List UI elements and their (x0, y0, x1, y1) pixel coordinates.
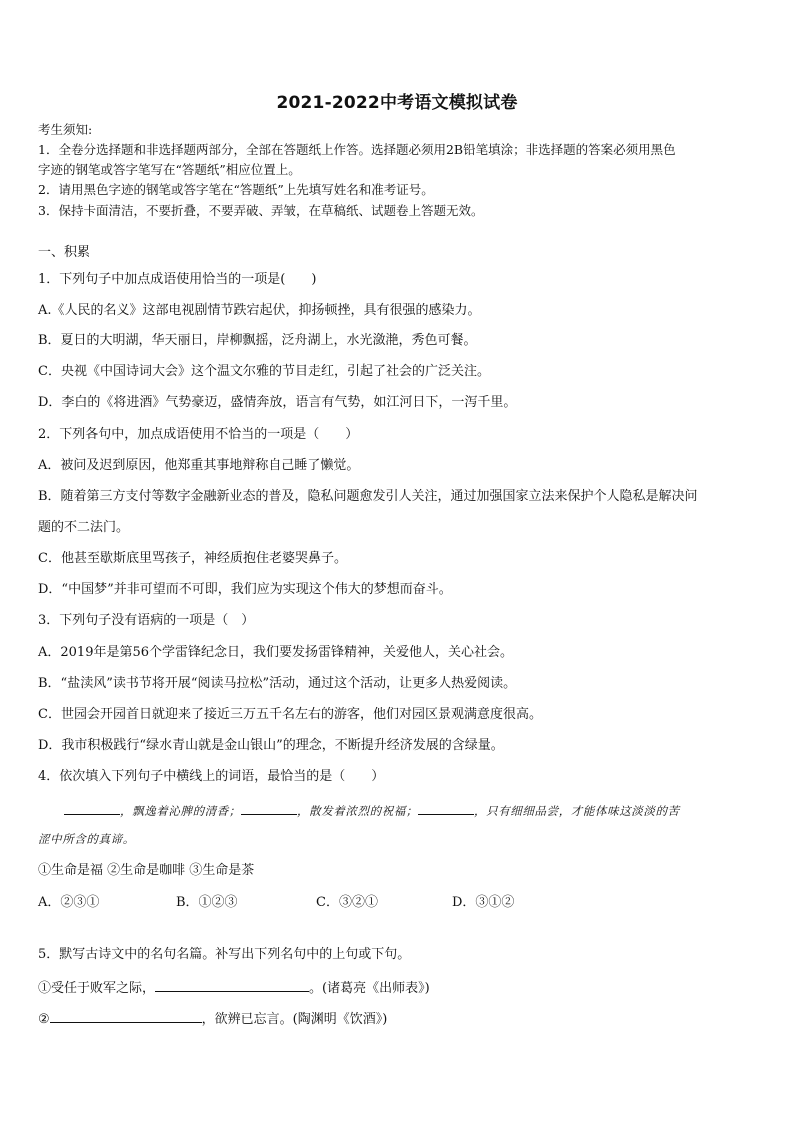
question-2-option-b: B．随着第三方支付等数字金融新业态的普及，隐私问题愈发引人关注，通过加强国家立法来保护个人隐私是解决问 (38, 489, 698, 504)
question-5-line-1: ①受任于败军之际， 。(诸葛亮《出师表》) (38, 977, 430, 998)
fill-blank-2[interactable] (241, 800, 297, 815)
question-5-stem: 5．默写古诗文中的名句名篇。补写出下列名句中的上句或下句。 (38, 947, 411, 962)
question-2-option-a: A．被问及迟到原因，他郑重其事地辩称自己睡了懒觉。 (38, 458, 360, 473)
answer-blank-2[interactable] (50, 1008, 202, 1023)
question-1-stem: 1．下列句子中加点成语使用恰当的一项是( ) (38, 272, 317, 287)
section-heading: 一、积累 (38, 245, 91, 260)
question-3-option-c: C．世园会开园首日就迎来了接近三万五千名左右的游客，他们对园区景观满意度很高。 (38, 707, 542, 722)
question-3-option-a: A．2019年是第56个学雷锋纪念日，我们要发扬雷锋精神，关爱他人，关心社会。 (38, 645, 514, 660)
page-title: 2021-2022中考语文模拟试卷 (276, 93, 518, 113)
question-3-stem: 3．下列句子没有语病的一项是（ ） (38, 613, 255, 628)
question-2-option-c: C．他甚至歇斯底里骂孩子，神经质抱住老婆哭鼻子。 (38, 551, 347, 566)
question-1-option-d: D．李白的《将进酒》气势豪迈，盛情奔放，语言有气势，如江河日下，一泻千里。 (38, 395, 517, 410)
question-4-choice-c: C．③②① (316, 895, 378, 910)
question-4-choice-d: D．③①② (452, 895, 515, 910)
question-3-option-d: D．我市积极践行“绿水青山就是金山银山”的理念，不断提升经济发展的含绿量。 (38, 738, 504, 753)
question-2-stem: 2．下列各句中，加点成语使用不恰当的一项是（ ） (38, 427, 359, 442)
question-2-option-d: D．“中国梦”并非可望而不可即，我们应为实现这个伟大的梦想而奋斗。 (38, 582, 452, 597)
question-4-passage-continued: 涩中所含的真谛。 (38, 832, 135, 846)
notice-heading: 考生须知: (38, 122, 93, 137)
notice-item: 2．请用黑色字迹的钢笔或答字笔在“答题纸”上先填写姓名和准考证号。 (38, 182, 434, 197)
question-4-passage: ，飘逸着沁脾的清香； ，散发着浓烈的祝福； ，只有细细品尝，才能体味这淡淡的苦 (64, 800, 680, 819)
question-5-line-2: ② ，欲辨已忘言。(陶渊明《饮酒》) (38, 1008, 387, 1029)
question-2-option-b-continued: 题的不二法门。 (38, 520, 130, 535)
question-1-option-a: A.《人民的名义》这部电视剧情节跌宕起伏，抑扬顿挫，具有很强的感染力。 (38, 303, 481, 318)
fill-blank-3[interactable] (418, 800, 474, 815)
answer-blank-1[interactable] (155, 977, 309, 992)
question-4-items: ①生命是福 ②生命是咖啡 ③生命是茶 (38, 863, 255, 878)
notice-item: 字迹的钢笔或答字笔写在“答题纸”相应位置上。 (38, 162, 301, 177)
question-3-option-b: B．“盐渎风”读书节将开展“阅读马拉松”活动，通过这个活动，让更多人热爱阅读。 (38, 676, 517, 691)
notice-item: 1．全卷分选择题和非选择题两部分，全部在答题纸上作答。选择题必须用2B铅笔填涂；非选择题的答案必须用黑色 (38, 142, 676, 157)
question-1-option-b: B．夏日的大明湖，华天丽日，岸柳飘摇，泛舟湖上，水光潋滟，秀色可餐。 (38, 333, 477, 348)
question-4-choice-a: A．②③① (38, 895, 100, 910)
fill-blank-1[interactable] (64, 800, 120, 815)
notice-item: 3．保持卡面清洁，不要折叠，不要弄破、弄皱，在草稿纸、试题卷上答题无效。 (38, 203, 484, 218)
question-4-stem: 4．依次填入下列句子中横线上的词语，最恰当的是（ ） (38, 769, 385, 784)
question-1-option-c: C．央视《中国诗词大会》这个温文尔雅的节目走红，引起了社会的广泛关注。 (38, 364, 490, 379)
question-4-choice-b: B．①②③ (176, 895, 238, 910)
